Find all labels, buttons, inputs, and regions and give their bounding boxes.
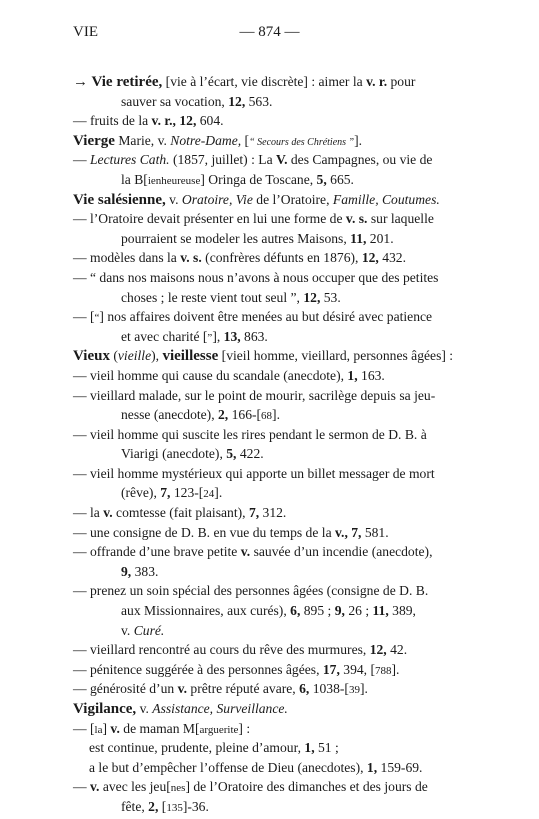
line-segment: 163. [357, 367, 385, 383]
line-segment: la [94, 723, 103, 736]
line-segment: 1, [366, 759, 378, 775]
line-segment: — la [73, 505, 104, 521]
line-segment: v. [240, 544, 251, 560]
line-segment: Curé. [133, 622, 165, 638]
line-segment: 389, [388, 603, 416, 619]
line-segment: ], [212, 328, 224, 344]
line-segment: 201. [366, 230, 394, 246]
line-segment: — [73, 152, 90, 168]
line-segment: v. r., 12, [151, 113, 197, 129]
running-head: VIE [73, 24, 98, 40]
headword: vieillesse [162, 348, 219, 365]
line-segment: “ [94, 312, 100, 325]
line-segment: 394, [ [339, 661, 375, 677]
line-segment: 24 [203, 488, 215, 501]
line-segment: — vieil homme qui cause du scandale (anecdote), [73, 367, 348, 383]
line-segment: 422. [236, 446, 264, 462]
index-line [73, 150, 469, 170]
line-segment: 604. [196, 113, 224, 129]
line-segment: Notre-Dame, [170, 132, 242, 148]
line-segment: Assistance, Surveillance. [152, 701, 288, 716]
line-segment: nes [170, 782, 186, 795]
line-segment: — “ dans nos maisons nous n’avons à nous occuper que des petites [73, 269, 439, 285]
index-line [73, 170, 469, 190]
index-line [73, 366, 469, 386]
line-segment: 788 [375, 664, 392, 677]
line-segment: avec les jeu[ [99, 779, 171, 795]
line-segment: 17, [322, 661, 340, 677]
line-segment: ), [151, 348, 163, 364]
line-segment: ” [207, 331, 213, 344]
index-line [73, 209, 469, 229]
line-segment: 135 [166, 801, 183, 814]
line-segment: — une consigne de D. B. en vue du temps de la [73, 524, 335, 540]
index-line [73, 523, 469, 543]
line-segment: — générosité d’un [73, 681, 178, 697]
line-segment: 9, [334, 603, 345, 619]
line-segment: — fruits de la [73, 113, 152, 129]
line-segment: 383. [131, 563, 159, 579]
line-segment: ]-36. [182, 798, 209, 814]
index-line [73, 268, 469, 288]
index-line [73, 797, 469, 817]
line-segment: v. s. [345, 211, 368, 227]
line-segment: arguerite [199, 723, 239, 736]
index-line [73, 758, 469, 778]
line-segment: ]. [359, 681, 368, 697]
index-line [73, 327, 469, 347]
line-segment: nesse (anecdote), [121, 407, 218, 423]
line-segment: 42. [386, 642, 408, 658]
line-segment: — vieillard malade, sur le point de mourir, sacrilège depuis sa jeu- [73, 387, 436, 403]
line-segment: v. [90, 779, 100, 795]
line-segment: 2, [148, 798, 159, 814]
line-segment: (rêve), [121, 485, 161, 501]
line-segment: 12, [369, 642, 387, 658]
line-segment: sur laquelle [367, 211, 434, 227]
line-segment: 665. [326, 171, 354, 187]
line-segment: 6, [299, 681, 310, 697]
page-number: — 874 — [239, 24, 300, 40]
line-segment: et avec charité [ [121, 328, 208, 344]
line-segment: 51 ; [314, 740, 339, 756]
line-segment: V. [276, 152, 288, 168]
line-segment: — l’Oratoire devait présenter en lui une forme de [73, 211, 346, 227]
line-segment: 863. [240, 328, 268, 344]
line-segment: — prenez un soin spécial des personnes âgées (consigne de D. B. [73, 583, 429, 599]
line-segment: 312. [259, 505, 287, 521]
line-segment: 13, [223, 328, 241, 344]
headword: Vie salésienne, [73, 191, 166, 208]
line-segment: Marie, v. [114, 132, 171, 148]
line-segment: de l’Oratoire, [252, 191, 333, 207]
line-segment: 581. [361, 524, 389, 540]
line-segment: — [ [73, 309, 95, 325]
index-line [73, 72, 469, 92]
line-segment: sauvée d’un incendie (anecdote), [250, 544, 433, 560]
line-segment: v. [110, 720, 120, 736]
line-segment: 2, [218, 407, 229, 423]
line-segment: v. [121, 622, 134, 638]
line-segment: Viarigi (anecdote), [121, 446, 227, 462]
line-segment: la B[ [121, 171, 148, 187]
line-segment: 11, [350, 230, 367, 246]
index-line [73, 386, 469, 406]
line-segment: 1038-[ [309, 681, 349, 697]
line-segment: 159-69. [377, 759, 423, 775]
line-segment: v., 7, [335, 524, 362, 540]
index-line [73, 581, 469, 601]
line-segment: ] de l’Oratoire des dimanches et des jours de [185, 779, 428, 795]
line-segment: ]. [354, 132, 363, 148]
line-segment: ( [109, 348, 118, 364]
line-segment: 12, [303, 289, 321, 305]
line-segment: [ [241, 132, 250, 148]
index-entries [73, 72, 469, 817]
line-segment: ] nos affaires doivent être menées au but désiré avec patience [99, 309, 433, 325]
index-line [73, 621, 469, 641]
index-line [73, 679, 469, 699]
line-segment: 26 ; [344, 603, 373, 619]
line-segment: — modèles dans la [73, 250, 181, 266]
line-segment: — [73, 779, 90, 795]
line-segment: aux Missionnaires, aux curés), [121, 603, 291, 619]
line-segment: prêtre réputé avare, [187, 681, 300, 697]
index-line [73, 405, 469, 425]
line-segment: 123-[ [170, 485, 204, 501]
line-segment: — pénitence suggérée à des personnes âgées, [73, 661, 323, 677]
line-segment: [vieil homme, vieillard, personnes âgées] : [218, 348, 454, 364]
line-segment: 9, [121, 563, 132, 579]
line-segment: sauver sa vocation, [121, 93, 229, 109]
line-segment: (confrères défunts en 1876), [201, 250, 362, 266]
index-line [73, 131, 469, 151]
line-segment: 7, [248, 505, 260, 521]
line-segment: ]. [214, 485, 223, 501]
index-line [73, 190, 469, 210]
line-segment: pourraient se modeler les autres Maisons, [121, 230, 351, 246]
index-line [73, 777, 469, 797]
line-segment: ] [102, 720, 111, 736]
line-segment: 39 [348, 684, 360, 697]
line-segment: 12, [361, 250, 379, 266]
line-segment: — offrande d’une brave petite [73, 544, 241, 560]
line-segment: [ [158, 798, 167, 814]
line-segment: v. [136, 701, 153, 716]
line-segment: — vieillard rencontré au cours du rêve des murmures, [73, 642, 370, 658]
line-segment: v. [177, 681, 188, 697]
index-line [73, 346, 469, 366]
line-segment: a le but d’empêcher l’offense de Dieu (anecdotes), [89, 759, 367, 775]
index-line [73, 699, 469, 719]
line-segment: 563. [245, 93, 273, 109]
line-segment: Famille, Coutumes. [332, 191, 440, 207]
headword: Vigilance, [73, 701, 137, 717]
line-segment: v. s. [180, 250, 202, 266]
headword: Vierge [73, 132, 115, 149]
line-segment: 5, [316, 171, 327, 187]
index-line [73, 248, 469, 268]
index-line [73, 92, 469, 112]
line-segment: pour [387, 74, 416, 89]
line-segment: 53. [320, 289, 341, 305]
index-line [73, 562, 469, 582]
line-segment: 12, [228, 93, 246, 109]
line-segment: v. [103, 505, 113, 521]
line-segment: fête, [121, 798, 149, 814]
line-segment: vieille [117, 348, 152, 364]
index-line [73, 425, 469, 445]
index-line [73, 464, 469, 484]
line-segment: 166-[ [228, 407, 262, 423]
index-line [73, 738, 469, 758]
line-segment: 5, [226, 446, 237, 462]
line-segment: Oratoire, Vie [181, 191, 253, 207]
index-line [73, 601, 469, 621]
line-segment: (1857, juillet) : La [169, 152, 277, 168]
line-segment: 1, [304, 740, 315, 756]
line-segment: — [ [73, 720, 95, 736]
line-segment: ] : [238, 720, 251, 736]
line-segment: est continue, prudente, pleine d’amour, [89, 740, 305, 756]
index-line [73, 660, 469, 680]
line-segment: ]. [391, 661, 400, 677]
line-segment: “ Secours des Chrétiens ” [249, 136, 355, 148]
line-segment: — vieil homme mystérieux qui apporte un billet messager de mort [73, 465, 435, 481]
index-line [73, 503, 469, 523]
index-line [73, 719, 469, 739]
line-segment: v. r. [366, 74, 388, 89]
headword: Vieux [73, 348, 110, 365]
line-segment: de maman M[ [119, 720, 200, 736]
index-line [73, 288, 469, 308]
index-line [73, 111, 469, 131]
line-segment: v. [165, 191, 182, 207]
line-segment: choses ; le reste vient tout seul ”, [121, 289, 304, 305]
line-segment: 6, [290, 603, 301, 619]
line-segment: 432. [378, 250, 406, 266]
line-segment: 895 ; [300, 603, 335, 619]
line-segment: ienheureuse [147, 174, 201, 187]
line-segment: 68 [261, 410, 273, 423]
line-segment: Lectures Cath. [90, 152, 170, 168]
line-segment: [vie à l’écart, vie discrète] : aimer la [162, 74, 367, 89]
index-line [73, 229, 469, 249]
index-line [73, 542, 469, 562]
line-segment: 7, [160, 485, 171, 501]
line-segment: 11, [372, 603, 389, 619]
index-line [73, 307, 469, 327]
line-segment: ]. [272, 407, 280, 423]
line-segment: ] Oringa de Toscane, [200, 171, 317, 187]
line-segment: 1, [347, 367, 358, 383]
line-segment: comtesse (fait plaisant), [112, 505, 249, 521]
index-line [73, 640, 469, 660]
index-line [73, 483, 469, 503]
line-segment: des Campagnes, ou vie de [287, 152, 433, 168]
line-segment: — vieil homme qui suscite les rires pendant le sermon de D. B. à [73, 426, 427, 442]
headword: → Vie retirée, [73, 74, 163, 90]
index-line [73, 444, 469, 464]
